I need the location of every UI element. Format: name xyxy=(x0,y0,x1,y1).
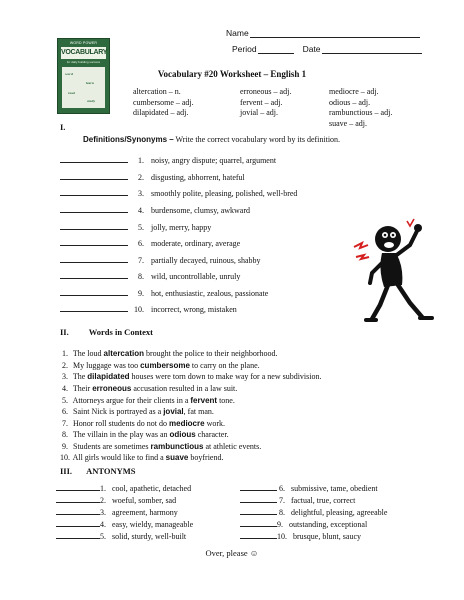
item-definition: burdensome, clumsy, awkward xyxy=(151,206,251,215)
sentence-number: 9. xyxy=(62,442,68,451)
sentence-number: 1. xyxy=(62,349,68,358)
context-sentence xyxy=(62,372,322,381)
word-bank-item: jovial – adj. xyxy=(240,108,278,117)
sentence-text: Students are sometimes xyxy=(73,442,151,451)
word-bank-item: rambunctious – adj. xyxy=(329,108,393,117)
item-definition: submissive, tame, obedient xyxy=(291,484,378,493)
definition-item xyxy=(60,172,245,182)
sentence-text: brought the police to their neighborhood. xyxy=(144,349,278,358)
item-number: 5. xyxy=(100,532,106,541)
answer-blank[interactable] xyxy=(60,304,128,312)
item-definition: wild, uncontrollable, unruly xyxy=(151,272,241,281)
book-word: study xyxy=(87,99,96,103)
context-sentence xyxy=(62,442,261,451)
sentence-text: Attorneys argue for their clients in a xyxy=(72,396,191,405)
item-number: 4. xyxy=(138,206,144,215)
word-bank-item: odious – adj. xyxy=(329,97,371,107)
answer-blank[interactable] xyxy=(240,507,277,515)
word-bank-item: mediocre – adj. xyxy=(329,87,379,96)
word-bank-item: suave – adj. xyxy=(329,118,367,128)
answer-blank[interactable] xyxy=(56,519,100,527)
sentence-number: 7. xyxy=(62,419,68,428)
section-1-instructions xyxy=(83,135,340,144)
word-bank-item: cumbersome – adj. xyxy=(133,97,194,107)
item-number: 6. xyxy=(138,239,144,248)
sentence-text: The loud xyxy=(72,349,104,358)
worksheet-title: Vocabulary #20 Worksheet – English 1 xyxy=(157,69,307,79)
book-top-text: WORD POWER xyxy=(69,41,98,45)
date-label: Date xyxy=(302,44,321,54)
definition-item xyxy=(60,304,237,314)
vocab-word: jovial xyxy=(163,407,184,416)
item-definition: partially decayed, ruinous, shabby xyxy=(151,256,261,265)
word-bank-item: fervent – adj. xyxy=(240,97,283,107)
item-number: 1. xyxy=(138,156,144,165)
section-3-title: ANTONYMS xyxy=(86,466,136,476)
sentence-text: boyfriend. xyxy=(188,453,224,462)
word-bank-col-2 xyxy=(240,87,291,119)
context-sentence xyxy=(62,430,229,439)
definition-item xyxy=(60,238,240,248)
item-definition: agreement, harmony xyxy=(112,508,178,517)
item-definition: delightful, pleasing, agreeable xyxy=(291,508,388,517)
antonym-item xyxy=(56,519,193,529)
arguing-figure-clipart xyxy=(352,217,436,325)
sentence-number: 5. xyxy=(62,396,68,405)
vocab-word: erroneous xyxy=(92,384,132,393)
item-definition: brusque, blunt, saucy xyxy=(293,532,361,541)
item-number: 6. xyxy=(279,484,285,493)
section-2-title: Words in Context xyxy=(88,327,153,337)
definition-item xyxy=(60,255,261,265)
antonym-item xyxy=(56,483,191,493)
item-definition: cool, apathetic, detached xyxy=(112,484,192,493)
answer-blank[interactable] xyxy=(60,271,128,279)
name-field xyxy=(226,28,420,38)
sentence-text: Their xyxy=(72,384,93,393)
sentence-text: The villain in the play was an xyxy=(72,430,170,439)
answer-blank[interactable] xyxy=(56,495,100,503)
vocab-word: cumbersome xyxy=(140,361,190,370)
item-definition: woeful, somber, sad xyxy=(112,496,177,505)
answer-blank[interactable] xyxy=(60,238,128,246)
period-date-row xyxy=(232,44,422,54)
definition-item xyxy=(60,271,240,281)
vocab-word: dilapidated xyxy=(87,372,130,381)
sentence-text: at athletic events. xyxy=(203,442,262,451)
definition-item xyxy=(60,288,268,298)
sentence-number: 10. xyxy=(60,453,70,462)
item-number: 10. xyxy=(277,532,287,541)
item-number: 3. xyxy=(100,508,106,517)
sentence-text: to carry on the plane. xyxy=(189,361,260,370)
item-number: 8. xyxy=(138,272,144,281)
item-definition: easy, wieldy, manageable xyxy=(112,520,194,529)
context-sentence xyxy=(62,361,260,370)
book-word: learn xyxy=(86,81,94,85)
item-number: 1. xyxy=(100,484,106,493)
item-definition: jolly, merry, happy xyxy=(151,223,212,232)
book-subtitle: for daily building success xyxy=(66,60,101,64)
antonym-item xyxy=(240,483,378,493)
sentence-number: 8. xyxy=(62,430,68,439)
sentence-text: houses were torn down to make way for a new subdivision. xyxy=(129,372,322,381)
footer-note: Over, please ☺ xyxy=(205,548,259,558)
antonym-item xyxy=(56,531,186,541)
antonym-item xyxy=(240,507,387,517)
context-sentence xyxy=(62,407,214,416)
item-definition: solid, sturdy, well-built xyxy=(112,532,187,541)
antonym-item xyxy=(240,519,367,529)
section-3-header xyxy=(60,466,136,476)
item-number: 7. xyxy=(279,496,285,505)
item-definition: incorrect, wrong, mistaken xyxy=(151,305,237,314)
item-number: 7. xyxy=(138,256,144,265)
item-number: 4. xyxy=(100,520,106,529)
vocab-word: suave xyxy=(165,453,189,462)
item-number: 8. xyxy=(279,508,285,517)
sentence-text: tone. xyxy=(217,396,235,405)
sentence-number: 6. xyxy=(62,407,68,416)
sentence-text: character. xyxy=(195,430,229,439)
word-bank-col-1 xyxy=(133,87,194,119)
answer-blank[interactable] xyxy=(56,507,100,515)
context-sentence xyxy=(60,453,223,462)
book-word: read xyxy=(68,91,75,95)
definition-item xyxy=(60,205,250,215)
vocab-word: rambunctious xyxy=(150,442,204,451)
date-line[interactable] xyxy=(322,44,422,54)
answer-blank[interactable] xyxy=(60,205,128,213)
sentence-text: , fat man. xyxy=(183,407,214,416)
answer-blank[interactable] xyxy=(60,222,128,230)
item-definition: disgusting, abhorrent, hateful xyxy=(151,173,245,182)
word-bank-col-3 xyxy=(329,87,392,129)
answer-blank[interactable] xyxy=(60,255,128,263)
name-label: Name xyxy=(226,28,249,38)
word-bank-item: altercation – n. xyxy=(133,87,181,96)
definition-item xyxy=(60,188,297,198)
item-definition: outstanding, exceptional xyxy=(289,520,368,529)
section-1-heading: Definitions/Synonyms – xyxy=(83,135,174,144)
context-sentence xyxy=(62,396,235,405)
context-sentence xyxy=(62,349,278,358)
answer-blank[interactable] xyxy=(60,172,128,180)
antonym-item xyxy=(240,495,355,505)
answer-blank[interactable] xyxy=(60,288,128,296)
item-number: 10. xyxy=(134,305,144,314)
sentence-text: All girls would like to find a xyxy=(72,453,166,462)
answer-blank[interactable] xyxy=(240,495,277,503)
sentence-text: Saint Nick is portrayed as a xyxy=(73,407,164,416)
item-number: 3. xyxy=(138,189,144,198)
sentence-text: work. xyxy=(204,419,226,428)
item-number: 9. xyxy=(138,289,144,298)
sentence-text: My luggage was too xyxy=(73,361,141,370)
book-title: VOCABULARY xyxy=(61,47,106,59)
context-sentence xyxy=(62,384,237,393)
item-number: 5. xyxy=(138,223,144,232)
item-definition: hot, enthusiastic, zealous, passionate xyxy=(151,289,269,298)
answer-blank[interactable] xyxy=(56,483,100,491)
answer-blank[interactable] xyxy=(240,519,277,527)
sentence-number: 3. xyxy=(62,372,68,381)
antonym-item xyxy=(56,507,178,517)
context-sentence xyxy=(62,419,225,428)
item-definition: factual, true, correct xyxy=(291,496,356,505)
book-word: word xyxy=(65,72,73,76)
definition-item xyxy=(60,222,211,232)
answer-blank[interactable] xyxy=(240,483,277,491)
word-bank-item: erroneous – adj. xyxy=(240,87,292,96)
vocab-word: fervent xyxy=(190,396,218,405)
answer-blank[interactable] xyxy=(56,531,100,539)
definition-item xyxy=(60,155,276,165)
vocab-word: altercation xyxy=(103,349,144,358)
word-bank-item: dilapidated – adj. xyxy=(133,108,189,117)
item-number: 2. xyxy=(100,496,106,505)
item-definition: smoothly polite, pleasing, polished, well-bred xyxy=(151,189,298,198)
name-line[interactable] xyxy=(250,28,420,38)
answer-blank[interactable] xyxy=(240,531,277,539)
section-2-number: II. xyxy=(60,327,69,337)
sentence-number: 4. xyxy=(62,384,68,393)
sentence-number: 2. xyxy=(62,361,68,370)
item-definition: moderate, ordinary, average xyxy=(151,239,241,248)
section-1-instruction-text: Write the correct vocabulary word by its definition. xyxy=(173,135,341,144)
section-3-number: III. xyxy=(60,466,73,476)
antonym-item xyxy=(56,495,176,505)
sentence-text: accusation resulted in a law suit. xyxy=(131,384,238,393)
vocab-word: mediocre xyxy=(169,419,205,428)
vocab-word: odious xyxy=(169,430,196,439)
answer-blank[interactable] xyxy=(60,155,128,163)
item-definition: noisy, angry dispute; quarrel, argument xyxy=(151,156,277,165)
period-label: Period xyxy=(232,44,257,54)
section-1-number: I. xyxy=(60,122,66,132)
section-2-header xyxy=(60,327,153,337)
sentence-text: The xyxy=(72,372,88,381)
sentence-text: Honor roll students do not do xyxy=(73,419,169,428)
answer-blank[interactable] xyxy=(60,188,128,196)
item-number: 2. xyxy=(138,173,144,182)
item-number: 9. xyxy=(277,520,283,529)
antonym-item xyxy=(240,531,361,541)
period-line[interactable] xyxy=(258,44,294,54)
